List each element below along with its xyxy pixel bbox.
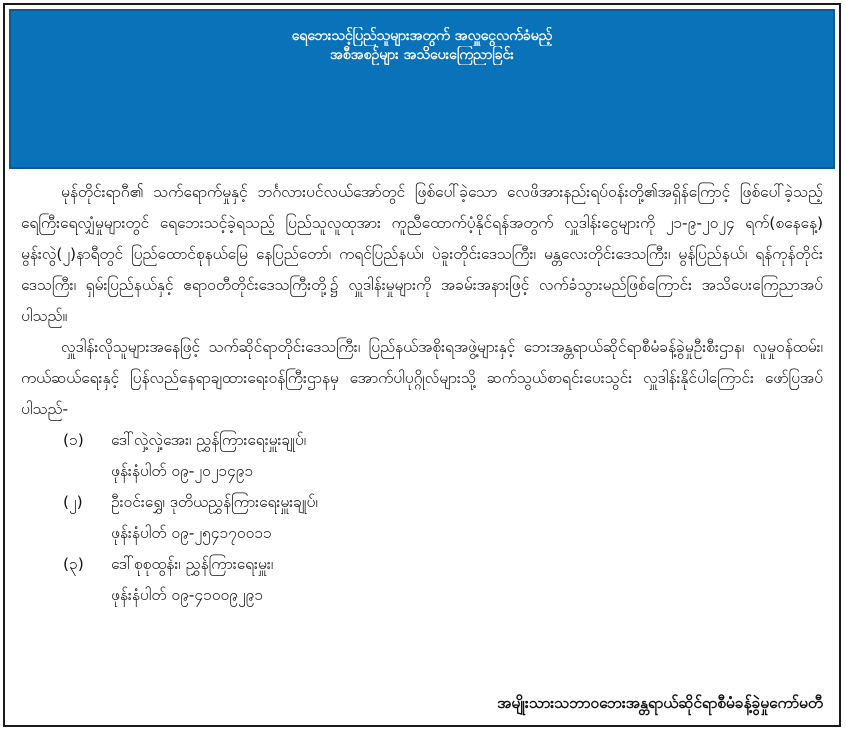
- title-banner: [9, 9, 835, 169]
- contact-number: (၂): [63, 493, 83, 511]
- contact-name: ဒေါ်လှဲ့လှဲ့အေး၊ ညွှန်ကြားရေးမှူးချုပ်၊: [111, 431, 307, 449]
- contact-item: [21, 425, 823, 487]
- contact-list: [21, 425, 823, 611]
- issuer-signature: အမျိုးသားသဘာဝဘေးအန္တရာယ်ဆိုင်ရာစီမံခန့်ခွဲမှုကော်မတီ: [497, 694, 823, 712]
- paragraph-1: မုန်တိုင်းရာဂီ၏ သက်ရောက်မှုနှင့် ဘင်္ဂလားပင်လယ်အော်တွင် ဖြစ်ပေါ်ခဲ့သော လေဖိအားနည်းရပ်ဝန်းတို့၏အရှိန်ကြောင့် ဖြစ်ပေါ်ခဲ့သည့် ရေကြီးရေလျှံမှုများတွင် ရေဘေးသင့်ခဲ့ရသည့် ပြည်သူလူထုအား ကူညီထောက်ပံ့နိုင်ရန်အတွက် လှူဒါန်းငွေများကို ၂၁-၉-၂၀၂၄ ရက်(စနေနေ့) မွန်းလွဲ(၂)နာရီတွင် ပြည်ထောင်စုနယ်မြေ နေပြည်တော်၊ ကရင်ပြည်နယ်၊ ပဲခူးတိုင်းဒေသကြီး၊ မန္တလေးတိုင်းဒေသကြီး၊ မွန်ပြည်နယ်၊ ရန်ကုန်တိုင်းဒေသကြီး၊ ရှမ်းပြည်နယ်နှင့် ဧရာဝတီတိုင်းဒေသကြီးတို့၌ လှူဒါန်းမှုများကို အခမ်းအနားဖြင့် လက်ခံသွားမည်ဖြစ်ကြောင်း အသိပေးကြေညာအပ်ပါသည်။: [21, 183, 823, 325]
- contact-phone: ဖုန်းနံပါတ် ၀၉-၂၀၂၁၄၉၁: [111, 462, 254, 480]
- paragraph-2: လှူဒါန်းလိုသူများအနေဖြင့် သက်ဆိုင်ရာတိုင်းဒေသကြီး၊ ပြည်နယ်အစိုးရအဖွဲ့များနှင့် ဘေးအန္တရာယ်ဆိုင်ရာစီမံခန့်ခွဲမှုဦးစီးဌာန၊ လူမှုဝန်ထမ်း၊ ကယ်ဆယ်ရေးနှင့် ပြန်လည်နေရာချထားရေးဝန်ကြီးဌာနမှ အောက်ပါပုဂ္ဂိုလ်များသို့ ဆက်သွယ်စာရင်းပေးသွင်း လှူဒါန်းနိုင်ပါကြောင်း ဖော်ပြအပ်ပါသည်-: [21, 338, 823, 418]
- contact-name: ဦးဝင်းရွှေ၊ ဒုတိယညွှန်ကြားရေးမှူးချုပ်၊: [111, 493, 318, 511]
- announcement-frame: [3, 3, 841, 727]
- title-line-1: ရေဘေးသင့်ပြည်သူများအတွက် အလှူငွေလက်ခံမည့်: [291, 28, 553, 44]
- contact-phone: ဖုန်းနံပါတ် ၀၉-၂၅၄၁၇၀၀၁၁: [111, 524, 272, 542]
- contact-number: (၁): [63, 431, 84, 449]
- contact-phone: ဖုန်းနံပါတ် ၀၉-၄၁၀၀၉၂၉၁: [111, 586, 264, 604]
- announcement-body: [21, 177, 823, 719]
- contact-name: ဒေါ်စုစုထွန်း၊ ညွှန်ကြားရေးမှူး၊: [111, 555, 274, 573]
- contact-item: [21, 549, 823, 611]
- title-line-2: အစီအစဉ်များ အသိပေးကြေညာခြင်း: [330, 46, 514, 63]
- contact-number: (၃): [63, 555, 84, 573]
- contact-item: [21, 487, 823, 549]
